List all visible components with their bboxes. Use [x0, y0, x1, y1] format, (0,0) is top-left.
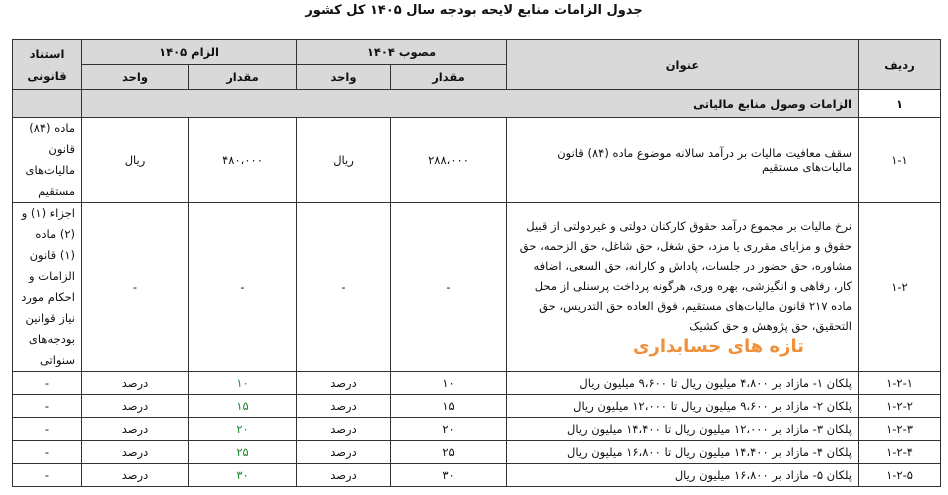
- approved-unit: درصد: [297, 464, 391, 487]
- approved-amount: ۳۰: [391, 464, 507, 487]
- section-title: الزامات وصول منابع مالیاتی: [82, 90, 859, 118]
- header-legal-basis: استناد قانونی: [13, 40, 82, 90]
- bracket-row-no: ۱-۲-۲: [859, 395, 941, 418]
- bracket-subject: پلکان ۱- مازاد بر ۴،۸۰۰ میلیون ریال تا ۹،۶۰۰ میلیون ریال: [507, 372, 859, 395]
- legal-basis: اجزاء (۱) و (۲) ماده (۱) قانون الزامات و احکام مورد نیاز قوانین بودجه‌های سنواتی: [13, 203, 82, 372]
- bracket-subject: پلکان ۲- مازاد بر ۹،۶۰۰ میلیون ریال تا ۱۲،۰۰۰ میلیون ریال: [507, 395, 859, 418]
- approved-unit: درصد: [297, 441, 391, 464]
- section-no: ۱: [859, 90, 941, 118]
- approved-amount: -: [391, 203, 507, 372]
- header-required-amount: مقدار: [189, 65, 297, 90]
- legal-basis: -: [13, 418, 82, 441]
- page-title: جدول الزامات منابع لایحه بودجه سال ۱۴۰۵ کل کشور: [305, 3, 643, 18]
- row-subject: [507, 203, 859, 372]
- header-approved-unit: واحد: [297, 65, 391, 90]
- required-unit: درصد: [82, 372, 189, 395]
- bracket-subject: پلکان ۵- مازاد بر ۱۶،۸۰۰ میلیون ریال: [507, 464, 859, 487]
- required-unit: ریال: [82, 118, 189, 203]
- required-amount: ۱۵: [189, 395, 297, 418]
- required-amount: ۱۰: [189, 372, 297, 395]
- approved-amount: ۲۰: [391, 418, 507, 441]
- required-unit: درصد: [82, 418, 189, 441]
- section-empty-cell: [13, 90, 82, 118]
- bracket-row-no: ۱-۲-۱: [859, 372, 941, 395]
- approved-unit: درصد: [297, 395, 391, 418]
- row-no: ۱-۲: [859, 203, 941, 372]
- required-amount: ۳۰: [189, 464, 297, 487]
- required-amount: ۴۸۰،۰۰۰: [189, 118, 297, 203]
- approved-unit: درصد: [297, 372, 391, 395]
- approved-unit: درصد: [297, 418, 391, 441]
- watermark-text: تازه های حسابداری: [633, 336, 805, 357]
- legal-basis: -: [13, 441, 82, 464]
- header-required: الزام ۱۴۰۵: [82, 40, 297, 65]
- header-required-unit: واحد: [82, 65, 189, 90]
- bracket-subject: پلکان ۳- مازاد بر ۱۲،۰۰۰ میلیون ریال تا ۱۴،۴۰۰ میلیون ریال: [507, 418, 859, 441]
- legal-basis: -: [13, 464, 82, 487]
- header-subject: عنوان: [507, 40, 859, 90]
- required-amount: ۲۰: [189, 418, 297, 441]
- row-no: ۱-۱: [859, 118, 941, 203]
- approved-amount: ۲۵: [391, 441, 507, 464]
- budget-table: [12, 39, 941, 487]
- approved-unit: -: [297, 203, 391, 372]
- legal-basis: -: [13, 395, 82, 418]
- approved-amount: ۱۰: [391, 372, 507, 395]
- approved-unit: ریال: [297, 118, 391, 203]
- bracket-subject: پلکان ۴- مازاد بر ۱۴،۴۰۰ میلیون ریال تا ۱۶،۸۰۰ میلیون ریال: [507, 441, 859, 464]
- required-unit: درصد: [82, 395, 189, 418]
- required-unit: -: [82, 203, 189, 372]
- approved-amount: ۱۵: [391, 395, 507, 418]
- header-approved: مصوب ۱۴۰۴: [297, 40, 507, 65]
- required-unit: درصد: [82, 464, 189, 487]
- header-approved-amount: مقدار: [391, 65, 507, 90]
- required-amount: ۲۵: [189, 441, 297, 464]
- required-unit: درصد: [82, 441, 189, 464]
- row-subject: سقف معافیت مالیات بر درآمد سالانه موضوع ماده (۸۴) قانون مالیات‌های مستقیم: [507, 118, 859, 203]
- approved-amount: ۲۸۸،۰۰۰: [391, 118, 507, 203]
- legal-basis: -: [13, 372, 82, 395]
- row-subject-text: نرخ مالیات بر مجموع درآمد حقوق کارکنان دولتی و غیردولتی از قبیل حقوق و مزایای مقرری یا مزد، حق شغل، حق شاغل، حق الزحمه، حق مشاوره، حق حضور در جلسات، پاداش و کارانه، حق السعی، اضافه کار، رفاهی و انگیزشی، بهره وری، هرگونه پرداخت پرسنلی از محل ماده ۲۱۷ قانون مالیات‌های مستقیم، فوق العاده حق التدریس، حق التحقیق، حق پژوهش و حق کشیک: [519, 219, 852, 333]
- bracket-row-no: ۱-۲-۴: [859, 441, 941, 464]
- header-row-no: ردیف: [859, 40, 941, 90]
- legal-basis: ماده (۸۴) قانون مالیات‌های مستقیم: [13, 118, 82, 203]
- bracket-row-no: ۱-۲-۵: [859, 464, 941, 487]
- required-amount: -: [189, 203, 297, 372]
- bracket-row-no: ۱-۲-۳: [859, 418, 941, 441]
